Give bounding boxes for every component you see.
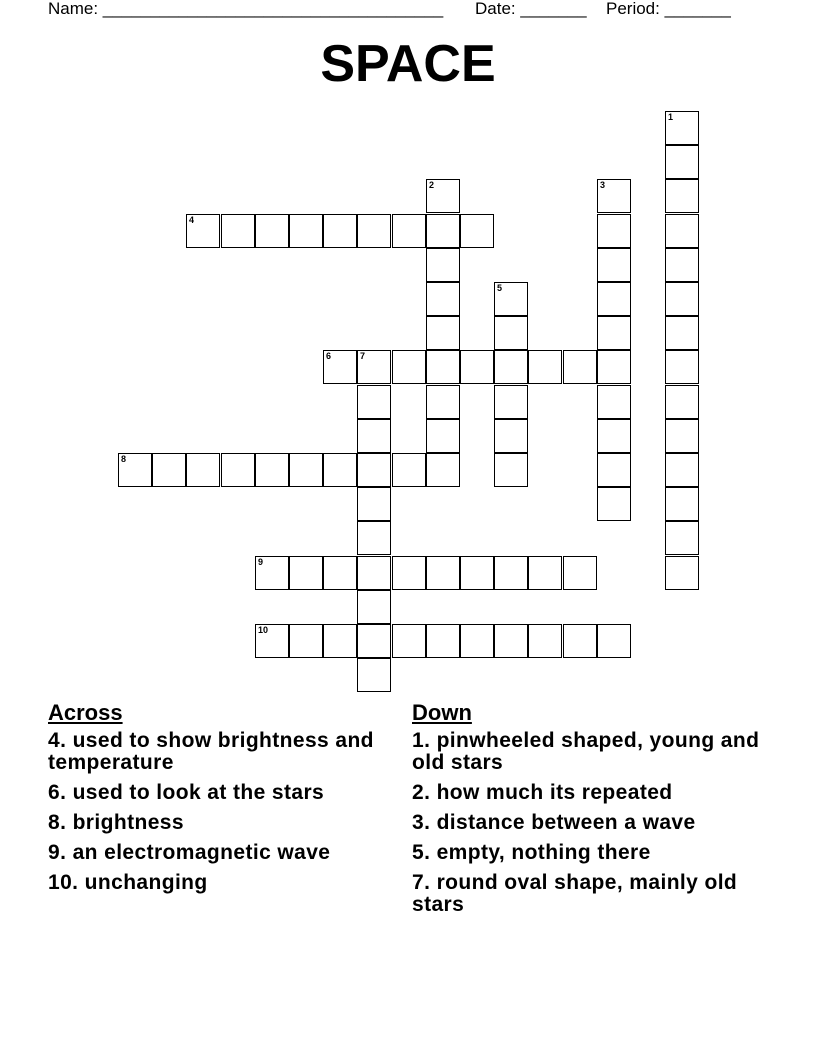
grid-cell[interactable] (665, 316, 699, 350)
grid-cell[interactable] (255, 214, 289, 248)
down-clues (412, 700, 772, 924)
grid-cell[interactable] (597, 419, 631, 453)
grid-cell[interactable] (323, 453, 357, 487)
grid-cell[interactable] (665, 487, 699, 521)
grid-cell[interactable] (563, 556, 597, 590)
grid-cell[interactable] (426, 179, 460, 213)
puzzle-title: SPACE (320, 35, 496, 93)
grid-cell[interactable] (426, 419, 460, 453)
clue-number: 2 (429, 180, 435, 190)
grid-cell[interactable] (255, 556, 289, 590)
grid-cell[interactable] (357, 487, 391, 521)
grid-cell[interactable] (357, 624, 391, 658)
grid-cell[interactable] (426, 453, 460, 487)
across-heading: Across (48, 700, 123, 725)
grid-cell[interactable] (426, 282, 460, 316)
grid-cell[interactable] (665, 145, 699, 179)
grid-cell[interactable] (357, 350, 391, 384)
grid-cell[interactable] (186, 214, 220, 248)
clue-down-1: 1. pinwheeled shaped, young and old stars (412, 729, 760, 774)
grid-cell[interactable] (426, 624, 460, 658)
grid-cell[interactable] (323, 624, 357, 658)
across-clues (48, 700, 408, 902)
grid-cell[interactable] (665, 350, 699, 384)
grid-cell[interactable] (392, 453, 426, 487)
grid-cell[interactable] (357, 453, 391, 487)
down-heading: Down (412, 700, 472, 725)
clue-down-5: 5. empty, nothing there (412, 841, 651, 864)
grid-cell[interactable] (528, 350, 562, 384)
grid-cell[interactable] (494, 556, 528, 590)
clue-number: 3 (600, 180, 606, 190)
grid-cell[interactable] (597, 248, 631, 282)
grid-cell[interactable] (221, 214, 255, 248)
clue-across-8: 8. brightness (48, 811, 184, 834)
grid-cell[interactable] (665, 248, 699, 282)
grid-cell[interactable] (528, 556, 562, 590)
grid-cell[interactable] (357, 658, 391, 692)
grid-cell[interactable] (494, 385, 528, 419)
clue-across-6: 6. used to look at the stars (48, 781, 325, 804)
grid-cell[interactable] (460, 214, 494, 248)
clue-number: 5 (497, 283, 503, 293)
clue-number: 1 (668, 112, 674, 122)
grid-cell[interactable] (597, 316, 631, 350)
grid-cell[interactable] (255, 624, 289, 658)
grid-cell[interactable] (289, 453, 323, 487)
grid-cell[interactable] (665, 282, 699, 316)
grid-cell[interactable] (323, 556, 357, 590)
clue-across-9: 9. an electromagnetic wave (48, 841, 331, 864)
grid-cell[interactable] (563, 624, 597, 658)
clue-across-10: 10. unchanging (48, 871, 208, 894)
grid-cell[interactable] (597, 350, 631, 384)
grid-cell[interactable] (460, 350, 494, 384)
grid-cell[interactable] (357, 556, 391, 590)
grid-cell[interactable] (289, 556, 323, 590)
grid-cell[interactable] (152, 453, 186, 487)
grid-cell[interactable] (563, 350, 597, 384)
grid-cell[interactable] (494, 316, 528, 350)
clue-number: 9 (258, 557, 264, 567)
grid-cell[interactable] (597, 624, 631, 658)
grid-cell[interactable] (289, 214, 323, 248)
grid-cell[interactable] (597, 385, 631, 419)
grid-cell[interactable] (665, 179, 699, 213)
period-field[interactable]: Period: _______ (606, 0, 731, 18)
clue-number: 10 (258, 625, 269, 635)
grid-cell[interactable] (357, 521, 391, 555)
grid-cell[interactable] (665, 453, 699, 487)
grid-cell[interactable] (665, 521, 699, 555)
clue-number: 4 (189, 215, 195, 225)
grid-cell[interactable] (426, 316, 460, 350)
grid-cell[interactable] (221, 453, 255, 487)
date-field[interactable]: Date: _______ (475, 0, 587, 18)
clue-down-2: 2. how much its repeated (412, 781, 673, 804)
grid-cell[interactable] (494, 453, 528, 487)
grid-cell[interactable] (323, 214, 357, 248)
grid-cell[interactable] (494, 282, 528, 316)
grid-cell[interactable] (665, 214, 699, 248)
grid-cell[interactable] (597, 179, 631, 213)
grid-cell[interactable] (357, 419, 391, 453)
clue-across-4: 4. used to show brightness and temperature (48, 729, 374, 774)
grid-cell[interactable] (357, 385, 391, 419)
grid-cell[interactable] (392, 350, 426, 384)
grid-cell[interactable] (597, 487, 631, 521)
grid-cell[interactable] (494, 419, 528, 453)
grid-cell[interactable] (392, 624, 426, 658)
grid-cell[interactable] (255, 453, 289, 487)
grid-cell[interactable] (357, 590, 391, 624)
grid-cell[interactable] (665, 385, 699, 419)
grid-cell[interactable] (597, 214, 631, 248)
grid-cell[interactable] (460, 624, 494, 658)
grid-cell[interactable] (289, 624, 323, 658)
grid-cell[interactable] (426, 214, 460, 248)
clue-down-7: 7. round oval shape, mainly old stars (412, 871, 738, 916)
clue-number: 8 (121, 454, 127, 464)
grid-cell[interactable] (323, 350, 357, 384)
grid-cell[interactable] (357, 214, 391, 248)
grid-cell[interactable] (665, 419, 699, 453)
grid-cell[interactable] (118, 453, 152, 487)
grid-cell[interactable] (426, 556, 460, 590)
grid-cell[interactable] (494, 624, 528, 658)
grid-cell[interactable] (494, 350, 528, 384)
grid-cell[interactable] (597, 453, 631, 487)
grid-cell[interactable] (597, 282, 631, 316)
clue-number: 6 (326, 351, 332, 361)
grid-cell[interactable] (665, 556, 699, 590)
name-field[interactable]: Name: ____________________________________ (48, 0, 444, 18)
clue-down-3: 3. distance between a wave (412, 811, 696, 834)
grid-cell[interactable] (186, 453, 220, 487)
grid-cell[interactable] (528, 624, 562, 658)
clue-number: 7 (360, 351, 366, 361)
grid-cell[interactable] (426, 385, 460, 419)
grid-cell[interactable] (426, 248, 460, 282)
grid-cell[interactable] (460, 556, 494, 590)
grid-cell[interactable] (392, 214, 426, 248)
grid-cell[interactable] (426, 350, 460, 384)
grid-cell[interactable] (665, 111, 699, 145)
grid-cell[interactable] (392, 556, 426, 590)
